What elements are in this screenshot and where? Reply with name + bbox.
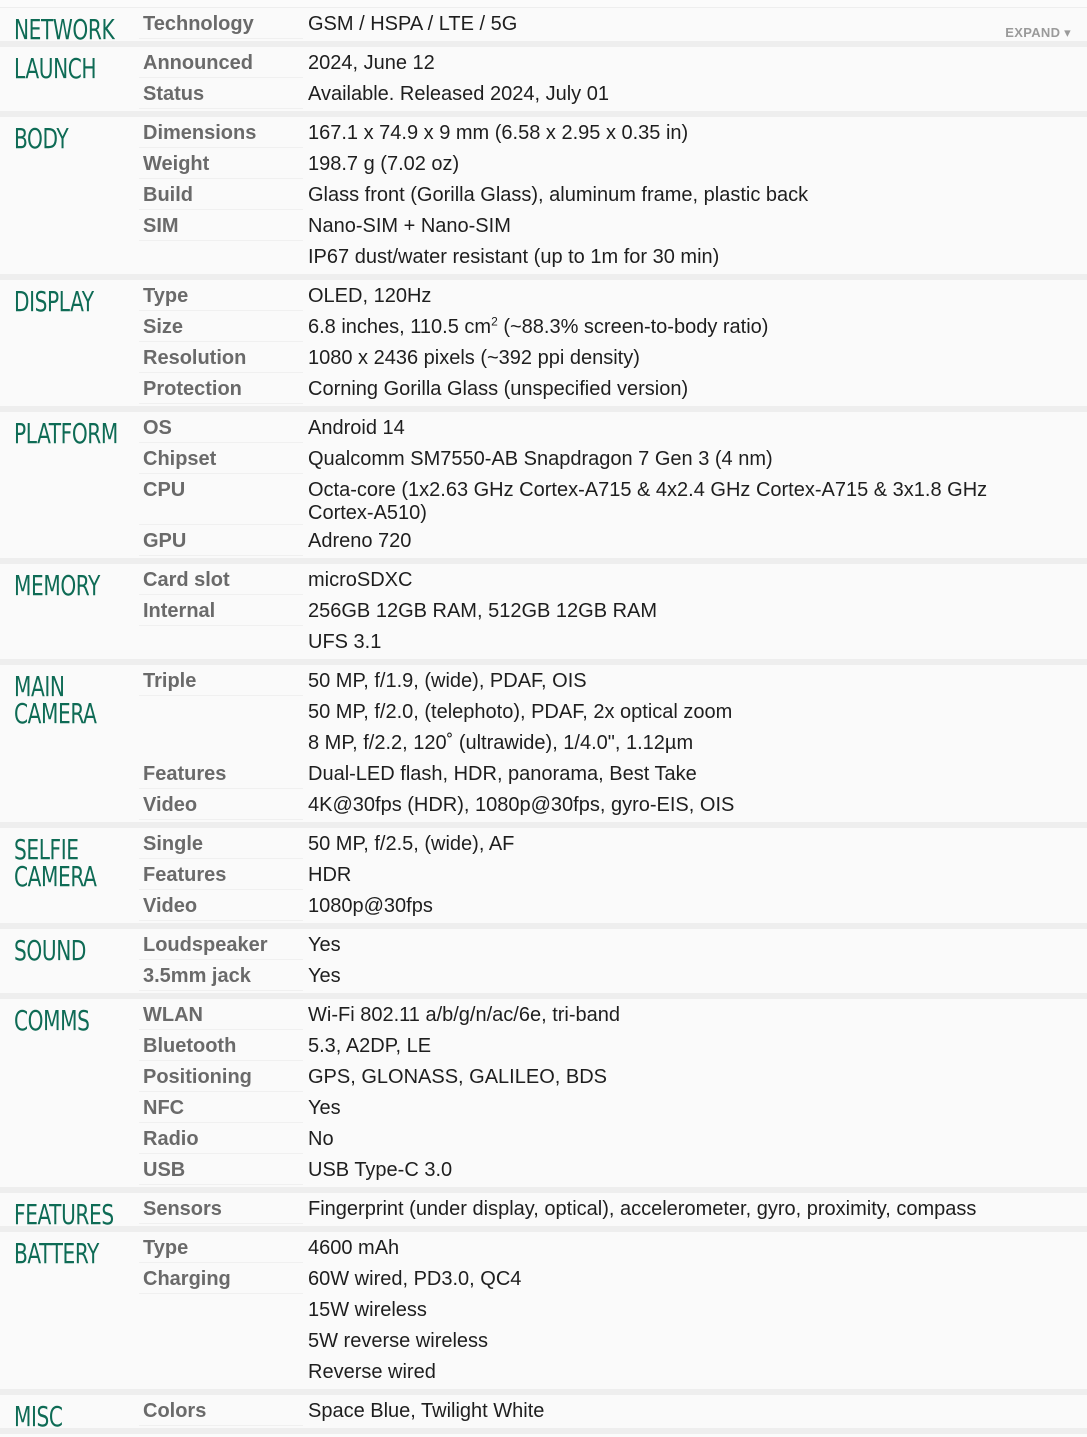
spec-value: No <box>308 1128 334 1150</box>
spec-label[interactable]: Radio <box>139 1123 303 1154</box>
spec-label[interactable]: Positioning <box>139 1061 303 1092</box>
spec-value: Reverse wired <box>308 1361 436 1383</box>
spec-row <box>0 47 1087 78</box>
spec-row <box>0 1061 1087 1092</box>
spec-value: 256GB 12GB RAM, 512GB 12GB RAM <box>308 600 658 622</box>
spec-value: 60W wired, PD3.0, QC4 <box>308 1268 522 1290</box>
spec-label[interactable] <box>139 1356 303 1387</box>
spec-label[interactable]: Type <box>139 1232 303 1263</box>
spec-value: Nano-SIM + Nano-SIM <box>308 215 511 237</box>
superscript: 2 <box>491 314 498 329</box>
spec-value: Dual-LED flash, HDR, panorama, Best Take <box>308 763 697 785</box>
spec-value: 50 MP, f/2.0, (telephoto), PDAF, 2x optical zoom <box>308 701 733 723</box>
spec-row <box>0 210 1087 241</box>
spec-value: Yes <box>308 1097 341 1119</box>
spec-label[interactable]: Build <box>139 179 303 210</box>
spec-label[interactable]: Charging <box>139 1263 303 1294</box>
spec-value: Yes <box>308 965 341 987</box>
spec-label[interactable]: Video <box>139 789 303 820</box>
spec-label[interactable]: Status <box>139 78 303 109</box>
spec-label[interactable]: 3.5mm jack <box>139 960 303 991</box>
spec-label[interactable]: CPU <box>139 474 303 525</box>
spec-value: Corning Gorilla Glass (unspecified version) <box>308 378 689 400</box>
spec-label[interactable]: Size <box>139 311 303 342</box>
spec-row <box>0 8 1087 39</box>
spec-section-comms <box>0 999 1087 1193</box>
spec-row <box>0 890 1087 921</box>
spec-label[interactable]: Protection <box>139 373 303 404</box>
spec-row <box>0 1263 1087 1294</box>
spec-row <box>0 311 1087 342</box>
spec-value: 50 MP, f/2.5, (wide), AF <box>308 833 515 855</box>
section-title: SOUND <box>14 934 87 967</box>
spec-label[interactable]: USB <box>139 1154 303 1185</box>
spec-value: 15W wireless <box>308 1299 427 1321</box>
spec-row <box>0 696 1087 727</box>
spec-value: UFS 3.1 <box>308 631 382 653</box>
spec-label[interactable] <box>139 696 303 727</box>
spec-value: 4600 mAh <box>308 1237 400 1259</box>
spec-section-battery <box>0 1232 1087 1395</box>
spec-section-main-camera <box>0 665 1087 828</box>
section-title: DISPLAY <box>14 285 94 318</box>
spec-value: Glass front (Gorilla Glass), aluminum frame, plastic back <box>308 184 809 206</box>
spec-label[interactable]: Features <box>139 859 303 890</box>
spec-label[interactable]: SIM <box>139 210 303 241</box>
section-title: BATTERY <box>14 1237 99 1270</box>
spec-section-memory <box>0 564 1087 665</box>
spec-label[interactable]: Dimensions <box>139 117 303 148</box>
spec-row <box>0 564 1087 595</box>
spec-label[interactable]: Weight <box>139 148 303 179</box>
spec-value: Wi-Fi 802.11 a/b/g/n/ac/6e, tri-band <box>308 1004 621 1026</box>
spec-row <box>0 859 1087 890</box>
spec-section-misc <box>0 1395 1087 1434</box>
spec-section-sound <box>0 929 1087 999</box>
spec-label[interactable]: OS <box>139 412 303 443</box>
spec-label[interactable]: NFC <box>139 1092 303 1123</box>
spec-row <box>0 1193 1087 1224</box>
spec-row <box>0 148 1087 179</box>
spec-section-network <box>0 7 1087 47</box>
spec-value: 4K@30fps (HDR), 1080p@30fps, gyro-EIS, OIS <box>308 794 735 816</box>
spec-value: Fingerprint (under display, optical), accelerometer, gyro, proximity, compass <box>308 1198 977 1220</box>
spec-label[interactable]: GPU <box>139 525 303 556</box>
spec-row <box>0 1030 1087 1061</box>
spec-row <box>0 1123 1087 1154</box>
spec-value: Available. Released 2024, July 01 <box>308 83 609 105</box>
spec-label[interactable]: Card slot <box>139 564 303 595</box>
spec-value: 1080 x 2436 pixels (~392 ppi density) <box>308 347 640 369</box>
spec-value: 5.3, A2DP, LE <box>308 1035 432 1057</box>
section-title: MAIN CAMERA <box>14 670 97 730</box>
spec-row <box>0 443 1087 474</box>
spec-label[interactable] <box>139 727 303 758</box>
section-title: COMMS <box>14 1004 90 1037</box>
spec-row <box>0 1395 1087 1426</box>
spec-row <box>0 117 1087 148</box>
spec-value: Android 14 <box>308 417 405 439</box>
spec-row <box>0 960 1087 991</box>
spec-row <box>0 1356 1087 1387</box>
spec-value: Yes <box>308 934 341 956</box>
section-title: MEMORY <box>14 569 100 602</box>
spec-value: microSDXC <box>308 569 413 591</box>
spec-row <box>0 78 1087 109</box>
spec-value: Octa-core (1x2.63 GHz Cortex-A715 & 4x2.4 GHz Cortex-A715 & 3x1.8 GHz Cortex-A510) <box>308 479 988 524</box>
spec-label[interactable]: Announced <box>139 47 303 78</box>
spec-row <box>0 999 1087 1030</box>
spec-value: 1080p@30fps <box>308 895 433 917</box>
spec-row <box>0 758 1087 789</box>
spec-label[interactable]: Colors <box>139 1395 303 1426</box>
spec-label[interactable]: Internal <box>139 595 303 626</box>
spec-section-display <box>0 280 1087 412</box>
spec-row <box>0 1092 1087 1123</box>
section-title: SELFIE CAMERA <box>14 833 97 893</box>
spec-row <box>0 241 1087 272</box>
spec-value: 2024, June 12 <box>308 52 435 74</box>
spec-row <box>0 1294 1087 1325</box>
spec-row <box>0 373 1087 404</box>
spec-row <box>0 727 1087 758</box>
spec-label[interactable]: Features <box>139 758 303 789</box>
spec-label[interactable]: Triple <box>139 665 303 696</box>
spec-row <box>0 525 1087 556</box>
spec-section-body <box>0 117 1087 280</box>
spec-label[interactable]: WLAN <box>139 999 303 1030</box>
spec-row <box>0 1232 1087 1263</box>
spec-value: 50 MP, f/1.9, (wide), PDAF, OIS <box>308 670 587 692</box>
spec-row <box>0 1325 1087 1356</box>
spec-value: Space Blue, Twilight White <box>308 1400 545 1422</box>
spec-section-selfie-camera <box>0 828 1087 929</box>
spec-row <box>0 342 1087 373</box>
spec-value: GPS, GLONASS, GALILEO, BDS <box>308 1066 607 1088</box>
section-title: MISC <box>14 1400 63 1433</box>
spec-value: 8 MP, f/2.2, 120˚ (ultrawide), 1/4.0", 1.12µm <box>308 732 694 754</box>
spec-label[interactable] <box>139 1325 303 1356</box>
spec-row <box>0 929 1087 960</box>
spec-row <box>0 1154 1087 1185</box>
spec-section-features <box>0 1193 1087 1232</box>
section-title: PLATFORM <box>14 417 118 450</box>
spec-value: Adreno 720 <box>308 530 412 552</box>
spec-value: 5W reverse wireless <box>308 1330 489 1352</box>
spec-value: 6.8 inches, 110.5 $cm^2$ (~88.3% screen-to-body ratio) <box>308 314 769 338</box>
spec-value: Qualcomm SM7550-AB Snapdragon 7 Gen 3 (4 nm) <box>308 448 773 470</box>
spec-label[interactable]: Video <box>139 890 303 921</box>
spec-row <box>0 179 1087 210</box>
spec-label[interactable]: Bluetooth <box>139 1030 303 1061</box>
spec-value: OLED, 120Hz <box>308 285 432 307</box>
spec-label[interactable]: Technology <box>139 8 303 39</box>
spec-label[interactable] <box>139 626 303 657</box>
section-title: FEATURES <box>14 1198 114 1231</box>
spec-row <box>0 626 1087 657</box>
spec-row <box>0 474 1087 525</box>
spec-label[interactable] <box>139 1294 303 1325</box>
spec-value: USB Type-C 3.0 <box>308 1159 453 1181</box>
section-title: BODY <box>14 122 69 155</box>
spec-section-platform <box>0 412 1087 564</box>
spec-section-launch <box>0 47 1087 117</box>
expand-button[interactable]: EXPAND ▾ <box>1005 25 1071 40</box>
section-title: LAUNCH <box>14 52 97 85</box>
spec-row <box>0 789 1087 820</box>
spec-value: IP67 dust/water resistant (up to 1m for 30 min) <box>308 246 720 268</box>
section-title: NETWORK <box>14 13 115 46</box>
spec-value: HDR <box>308 864 352 886</box>
spec-value: GSM / HSPA / LTE / 5G <box>308 13 518 35</box>
spec-row <box>0 828 1087 859</box>
spec-label[interactable]: Loudspeaker <box>139 929 303 960</box>
spec-label[interactable]: Sensors <box>139 1193 303 1224</box>
spec-label[interactable]: Resolution <box>139 342 303 373</box>
spec-row <box>0 595 1087 626</box>
spec-value: 167.1 x 74.9 x 9 mm (6.58 x 2.95 x 0.35 in) <box>308 122 689 144</box>
spec-row <box>0 412 1087 443</box>
spec-row <box>0 280 1087 311</box>
spec-label[interactable]: Single <box>139 828 303 859</box>
spec-label[interactable]: Type <box>139 280 303 311</box>
spec-value: 198.7 g (7.02 oz) <box>308 153 460 175</box>
spec-label[interactable]: Chipset <box>139 443 303 474</box>
spec-label[interactable] <box>139 241 303 272</box>
spec-row <box>0 665 1087 696</box>
